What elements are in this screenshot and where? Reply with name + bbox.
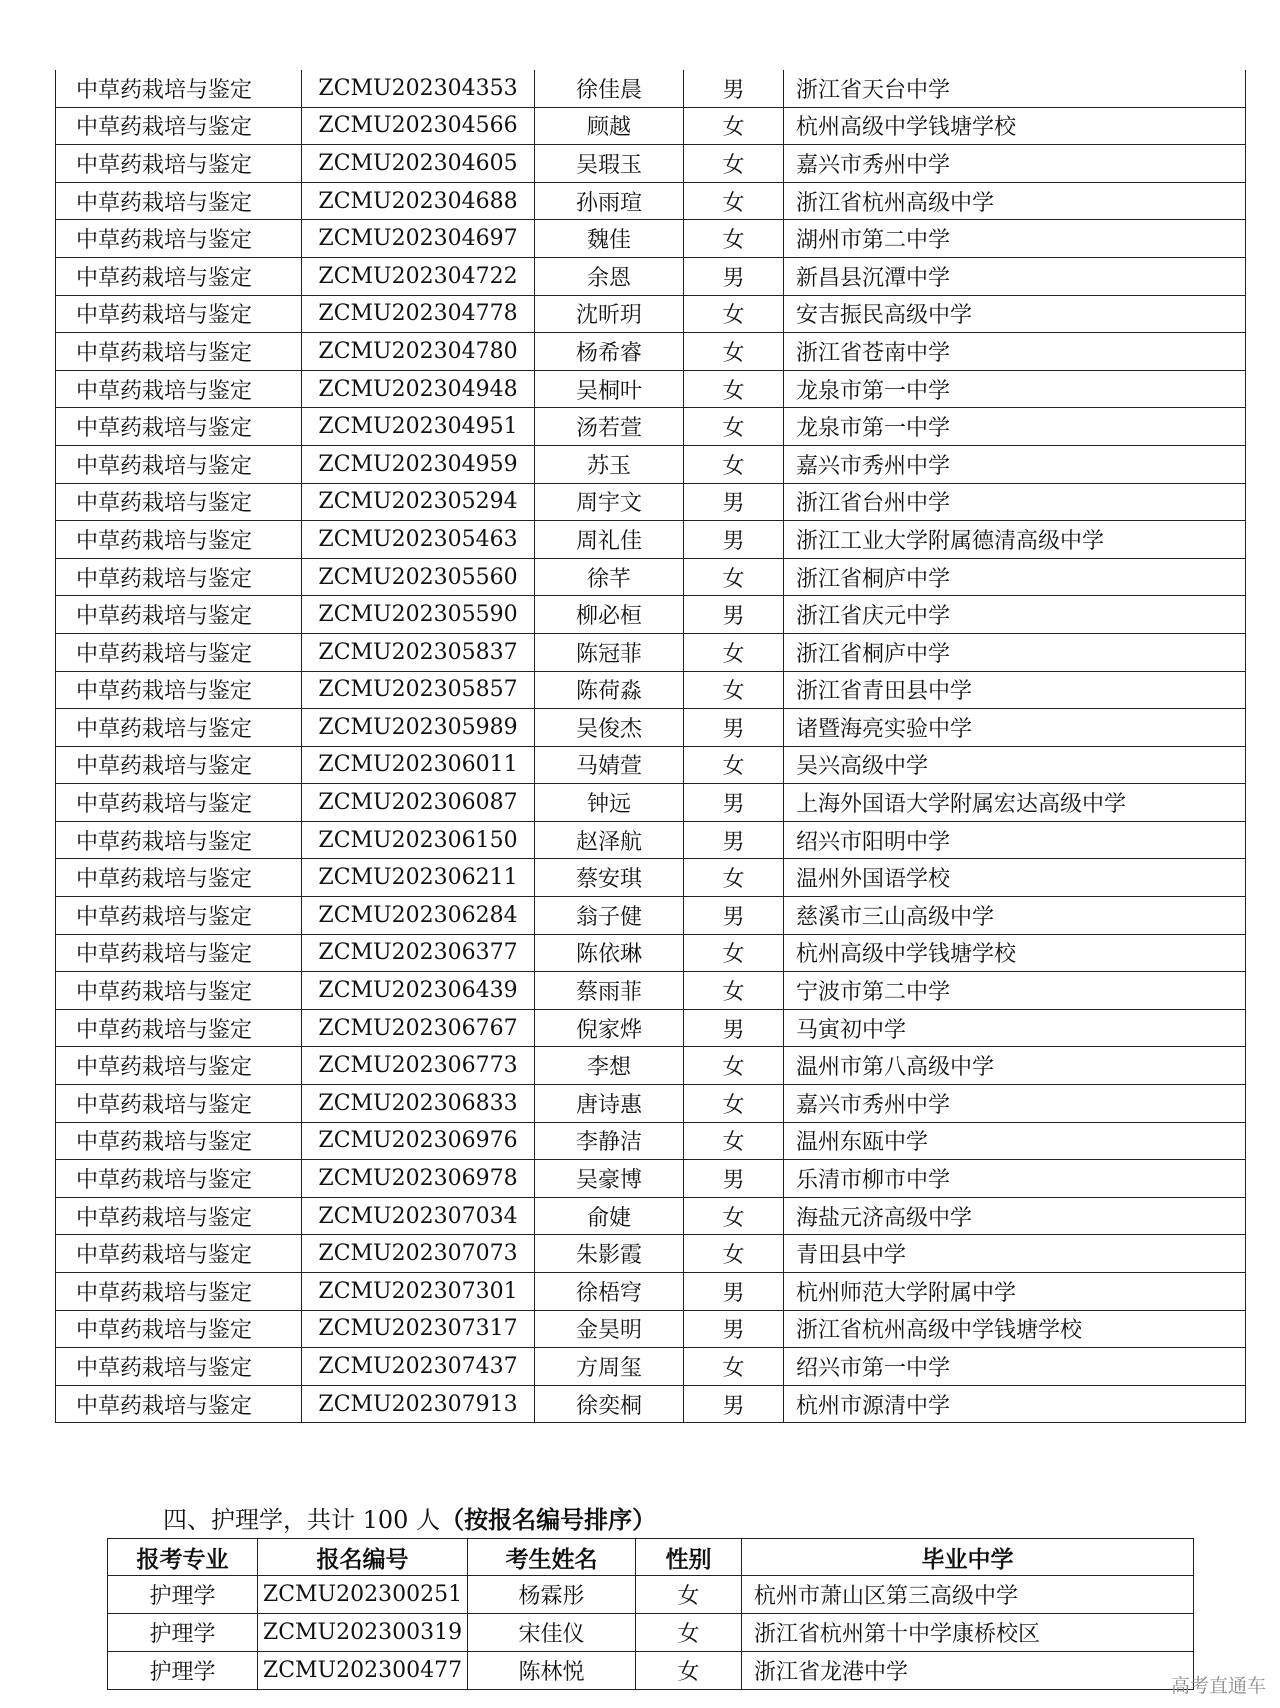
cell-student-name: 宋佳仪 xyxy=(468,1614,636,1652)
cell-major: 中草药栽培与鉴定 xyxy=(56,1273,302,1311)
cell-registration-id: ZCMU202304722 xyxy=(302,257,535,295)
cell-student-name: 杨霖彤 xyxy=(468,1576,636,1614)
cell-registration-id: ZCMU202306978 xyxy=(302,1160,535,1198)
cell-registration-id: ZCMU202305463 xyxy=(302,521,535,559)
cell-registration-id: ZCMU202306439 xyxy=(302,972,535,1010)
table-row xyxy=(56,558,1246,596)
cell-student-name: 吴豪博 xyxy=(535,1160,684,1198)
cell-high-school: 绍兴市阳明中学 xyxy=(784,821,1246,859)
cell-student-name: 苏玉 xyxy=(535,445,684,483)
table-row xyxy=(56,746,1246,784)
cell-high-school: 新昌县沉潭中学 xyxy=(784,257,1246,295)
cell-high-school: 嘉兴市秀州中学 xyxy=(784,1085,1246,1123)
cell-gender: 男 xyxy=(684,70,784,107)
cell-high-school: 乐清市柳市中学 xyxy=(784,1160,1246,1198)
table-row xyxy=(108,1652,1194,1690)
cell-gender: 女 xyxy=(684,1197,784,1235)
cell-high-school: 浙江省庆元中学 xyxy=(784,596,1246,634)
cell-major: 中草药栽培与鉴定 xyxy=(56,859,302,897)
cell-gender: 男 xyxy=(684,1310,784,1348)
table-row xyxy=(56,897,1246,935)
nursing-admission-table xyxy=(107,1538,1194,1690)
cell-registration-id: ZCMU202300477 xyxy=(258,1652,468,1690)
cell-registration-id: ZCMU202307437 xyxy=(302,1348,535,1386)
cell-registration-id: ZCMU202300251 xyxy=(258,1576,468,1614)
cell-gender: 女 xyxy=(684,972,784,1010)
cell-high-school: 杭州高级中学钱塘学校 xyxy=(784,107,1246,145)
cell-major: 中草药栽培与鉴定 xyxy=(56,257,302,295)
cell-registration-id: ZCMU202305837 xyxy=(302,633,535,671)
cell-student-name: 杨希睿 xyxy=(535,333,684,371)
table-row xyxy=(56,859,1246,897)
table-row xyxy=(56,295,1246,333)
cell-registration-id: ZCMU202304688 xyxy=(302,182,535,220)
cell-gender: 女 xyxy=(684,145,784,183)
table-row xyxy=(56,1197,1246,1235)
cell-registration-id: ZCMU202306767 xyxy=(302,1009,535,1047)
cell-major: 中草药栽培与鉴定 xyxy=(56,333,302,371)
cell-student-name: 倪家烨 xyxy=(535,1009,684,1047)
cell-high-school: 绍兴市第一中学 xyxy=(784,1348,1246,1386)
table-row xyxy=(56,1085,1246,1123)
cell-registration-id: ZCMU202304951 xyxy=(302,408,535,446)
continued-table-body xyxy=(56,70,1246,1423)
cell-high-school: 嘉兴市秀州中学 xyxy=(784,445,1246,483)
cell-student-name: 徐芊 xyxy=(535,558,684,596)
table-row xyxy=(56,220,1246,258)
table-row xyxy=(56,709,1246,747)
cell-registration-id: ZCMU202304697 xyxy=(302,220,535,258)
cell-high-school: 浙江省杭州高级中学钱塘学校 xyxy=(784,1310,1246,1348)
cell-high-school: 浙江省桐庐中学 xyxy=(784,558,1246,596)
cell-registration-id: ZCMU202300319 xyxy=(258,1614,468,1652)
cell-registration-id: ZCMU202304959 xyxy=(302,445,535,483)
cell-registration-id: ZCMU202306377 xyxy=(302,934,535,972)
cell-registration-id: ZCMU202305857 xyxy=(302,671,535,709)
table-row xyxy=(56,521,1246,559)
cell-registration-id: ZCMU202307317 xyxy=(302,1310,535,1348)
cell-student-name: 吴瑕玉 xyxy=(535,145,684,183)
section-heading-sort-note: （按报名编号排序） xyxy=(440,1505,657,1534)
cell-major: 护理学 xyxy=(108,1576,258,1614)
cell-major: 中草药栽培与鉴定 xyxy=(56,821,302,859)
cell-gender: 男 xyxy=(684,709,784,747)
cell-major: 中草药栽培与鉴定 xyxy=(56,107,302,145)
header-student-name: 考生姓名 xyxy=(468,1539,636,1576)
cell-registration-id: ZCMU202306976 xyxy=(302,1122,535,1160)
cell-student-name: 朱影霞 xyxy=(535,1235,684,1273)
cell-student-name: 周礼佳 xyxy=(535,521,684,559)
cell-high-school: 浙江省青田县中学 xyxy=(784,671,1246,709)
cell-high-school: 浙江省杭州高级中学 xyxy=(784,182,1246,220)
cell-major: 中草药栽培与鉴定 xyxy=(56,1235,302,1273)
cell-high-school: 上海外国语大学附属宏达高级中学 xyxy=(784,784,1246,822)
cell-gender: 女 xyxy=(684,333,784,371)
table-row xyxy=(56,370,1246,408)
cell-student-name: 吴桐叶 xyxy=(535,370,684,408)
cell-student-name: 李静洁 xyxy=(535,1122,684,1160)
cell-gender: 女 xyxy=(684,107,784,145)
cell-gender: 女 xyxy=(684,859,784,897)
cell-major: 中草药栽培与鉴定 xyxy=(56,182,302,220)
cell-gender: 女 xyxy=(684,408,784,446)
cell-major: 中草药栽培与鉴定 xyxy=(56,220,302,258)
cell-gender: 女 xyxy=(684,1235,784,1273)
cell-student-name: 陈荷淼 xyxy=(535,671,684,709)
cell-student-name: 周宇文 xyxy=(535,483,684,521)
table-row xyxy=(56,1310,1246,1348)
cell-student-name: 李想 xyxy=(535,1047,684,1085)
cell-student-name: 蔡雨菲 xyxy=(535,972,684,1010)
header-high-school: 毕业中学 xyxy=(742,1539,1194,1576)
cell-registration-id: ZCMU202305294 xyxy=(302,483,535,521)
nursing-header-row xyxy=(108,1539,1194,1576)
cell-high-school: 吴兴高级中学 xyxy=(784,746,1246,784)
cell-gender: 男 xyxy=(684,821,784,859)
cell-gender: 女 xyxy=(684,1348,784,1386)
cell-gender: 女 xyxy=(684,633,784,671)
table-row xyxy=(56,1385,1246,1423)
cell-high-school: 安吉振民高级中学 xyxy=(784,295,1246,333)
cell-registration-id: ZCMU202305989 xyxy=(302,709,535,747)
cell-gender: 男 xyxy=(684,1009,784,1047)
table-row xyxy=(56,70,1246,107)
continued-admission-table xyxy=(55,70,1246,1423)
table-row xyxy=(108,1614,1194,1652)
watermark-text: 高考直通车 xyxy=(1170,1675,1266,1697)
cell-high-school: 海盐元济高级中学 xyxy=(784,1197,1246,1235)
cell-student-name: 金昊明 xyxy=(535,1310,684,1348)
cell-student-name: 陈林悦 xyxy=(468,1652,636,1690)
table-row xyxy=(56,483,1246,521)
cell-major: 中草药栽培与鉴定 xyxy=(56,1047,302,1085)
cell-student-name: 柳必桓 xyxy=(535,596,684,634)
table-row xyxy=(56,821,1246,859)
table-row xyxy=(56,1047,1246,1085)
cell-student-name: 蔡安琪 xyxy=(535,859,684,897)
cell-gender: 女 xyxy=(684,220,784,258)
cell-gender: 女 xyxy=(684,1085,784,1123)
table-row xyxy=(56,671,1246,709)
cell-gender: 女 xyxy=(636,1576,742,1614)
cell-high-school: 宁波市第二中学 xyxy=(784,972,1246,1010)
cell-major: 中草药栽培与鉴定 xyxy=(56,370,302,408)
cell-registration-id: ZCMU202306211 xyxy=(302,859,535,897)
cell-major: 中草药栽培与鉴定 xyxy=(56,709,302,747)
cell-major: 中草药栽培与鉴定 xyxy=(56,633,302,671)
cell-major: 中草药栽培与鉴定 xyxy=(56,671,302,709)
cell-high-school: 温州东瓯中学 xyxy=(784,1122,1246,1160)
cell-major: 中草药栽培与鉴定 xyxy=(56,1310,302,1348)
cell-gender: 女 xyxy=(684,445,784,483)
cell-major: 中草药栽培与鉴定 xyxy=(56,295,302,333)
cell-gender: 女 xyxy=(636,1652,742,1690)
table-row xyxy=(108,1576,1194,1614)
cell-registration-id: ZCMU202305590 xyxy=(302,596,535,634)
section-heading xyxy=(163,1500,656,1535)
cell-high-school: 马寅初中学 xyxy=(784,1009,1246,1047)
cell-student-name: 陈冠菲 xyxy=(535,633,684,671)
cell-gender: 男 xyxy=(684,257,784,295)
cell-gender: 女 xyxy=(684,558,784,596)
cell-registration-id: ZCMU202304778 xyxy=(302,295,535,333)
header-gender: 性别 xyxy=(636,1539,742,1576)
header-registration-id: 报名编号 xyxy=(258,1539,468,1576)
cell-high-school: 杭州市萧山区第三高级中学 xyxy=(742,1576,1194,1614)
cell-high-school: 杭州市源清中学 xyxy=(784,1385,1246,1423)
cell-gender: 男 xyxy=(684,483,784,521)
cell-registration-id: ZCMU202304605 xyxy=(302,145,535,183)
cell-gender: 女 xyxy=(684,1047,784,1085)
cell-major: 中草药栽培与鉴定 xyxy=(56,1009,302,1047)
cell-student-name: 徐佳晨 xyxy=(535,70,684,107)
cell-student-name: 赵泽航 xyxy=(535,821,684,859)
header-major: 报考专业 xyxy=(108,1539,258,1576)
cell-registration-id: ZCMU202304566 xyxy=(302,107,535,145)
cell-registration-id: ZCMU202307034 xyxy=(302,1197,535,1235)
cell-high-school: 杭州高级中学钱塘学校 xyxy=(784,934,1246,972)
cell-student-name: 唐诗惠 xyxy=(535,1085,684,1123)
cell-registration-id: ZCMU202306011 xyxy=(302,746,535,784)
cell-registration-id: ZCMU202305560 xyxy=(302,558,535,596)
cell-student-name: 孙雨瑄 xyxy=(535,182,684,220)
table-row xyxy=(56,182,1246,220)
cell-high-school: 温州市第八高级中学 xyxy=(784,1047,1246,1085)
cell-registration-id: ZCMU202307913 xyxy=(302,1385,535,1423)
cell-student-name: 沈昕玥 xyxy=(535,295,684,333)
cell-registration-id: ZCMU202307073 xyxy=(302,1235,535,1273)
cell-student-name: 钟远 xyxy=(535,784,684,822)
cell-registration-id: ZCMU202306150 xyxy=(302,821,535,859)
cell-high-school: 青田县中学 xyxy=(784,1235,1246,1273)
cell-gender: 男 xyxy=(684,521,784,559)
cell-registration-id: ZCMU202306087 xyxy=(302,784,535,822)
table-row xyxy=(56,445,1246,483)
cell-gender: 女 xyxy=(684,182,784,220)
cell-major: 中草药栽培与鉴定 xyxy=(56,934,302,972)
cell-major: 中草药栽培与鉴定 xyxy=(56,1085,302,1123)
cell-major: 中草药栽培与鉴定 xyxy=(56,70,302,107)
table-row xyxy=(56,257,1246,295)
cell-high-school: 杭州师范大学附属中学 xyxy=(784,1273,1246,1311)
cell-major: 中草药栽培与鉴定 xyxy=(56,596,302,634)
cell-student-name: 马婧萱 xyxy=(535,746,684,784)
cell-registration-id: ZCMU202306284 xyxy=(302,897,535,935)
table-row xyxy=(56,1235,1246,1273)
cell-high-school: 龙泉市第一中学 xyxy=(784,370,1246,408)
cell-student-name: 翁子健 xyxy=(535,897,684,935)
cell-student-name: 徐奕桐 xyxy=(535,1385,684,1423)
cell-gender: 男 xyxy=(684,897,784,935)
cell-gender: 男 xyxy=(684,1273,784,1311)
cell-high-school: 湖州市第二中学 xyxy=(784,220,1246,258)
cell-gender: 女 xyxy=(684,295,784,333)
cell-high-school: 浙江省龙港中学 xyxy=(742,1652,1194,1690)
table-row xyxy=(56,408,1246,446)
cell-student-name: 徐梧穹 xyxy=(535,1273,684,1311)
cell-major: 中草药栽培与鉴定 xyxy=(56,1385,302,1423)
cell-major: 中草药栽培与鉴定 xyxy=(56,746,302,784)
cell-high-school: 诸暨海亮实验中学 xyxy=(784,709,1246,747)
cell-student-name: 余恩 xyxy=(535,257,684,295)
table-row xyxy=(56,107,1246,145)
cell-registration-id: ZCMU202306773 xyxy=(302,1047,535,1085)
table-row xyxy=(56,784,1246,822)
section-heading-main: 四、护理学，共计 100 人 xyxy=(163,1506,441,1534)
cell-gender: 男 xyxy=(684,596,784,634)
cell-major: 护理学 xyxy=(108,1614,258,1652)
cell-gender: 女 xyxy=(684,370,784,408)
cell-high-school: 浙江省台州中学 xyxy=(784,483,1246,521)
cell-major: 中草药栽培与鉴定 xyxy=(56,1160,302,1198)
table-row xyxy=(56,1273,1246,1311)
cell-major: 中草药栽培与鉴定 xyxy=(56,897,302,935)
cell-registration-id: ZCMU202304948 xyxy=(302,370,535,408)
table-row xyxy=(56,596,1246,634)
table-row xyxy=(56,934,1246,972)
table-row xyxy=(56,972,1246,1010)
cell-major: 中草药栽培与鉴定 xyxy=(56,483,302,521)
table-row xyxy=(56,1160,1246,1198)
table-row xyxy=(56,1009,1246,1047)
table-row xyxy=(56,1122,1246,1160)
cell-gender: 男 xyxy=(684,1160,784,1198)
cell-major: 中草药栽培与鉴定 xyxy=(56,521,302,559)
table-row xyxy=(56,1348,1246,1386)
cell-high-school: 慈溪市三山高级中学 xyxy=(784,897,1246,935)
cell-high-school: 浙江省桐庐中学 xyxy=(784,633,1246,671)
table-row xyxy=(56,333,1246,371)
cell-gender: 女 xyxy=(684,934,784,972)
cell-major: 中草药栽培与鉴定 xyxy=(56,1348,302,1386)
cell-high-school: 浙江工业大学附属德清高级中学 xyxy=(784,521,1246,559)
cell-student-name: 俞婕 xyxy=(535,1197,684,1235)
cell-high-school: 龙泉市第一中学 xyxy=(784,408,1246,446)
cell-gender: 女 xyxy=(684,746,784,784)
table-row xyxy=(56,633,1246,671)
cell-major: 中草药栽培与鉴定 xyxy=(56,145,302,183)
table-row xyxy=(56,145,1246,183)
cell-gender: 男 xyxy=(684,1385,784,1423)
cell-high-school: 浙江省天台中学 xyxy=(784,70,1246,107)
cell-student-name: 魏佳 xyxy=(535,220,684,258)
cell-registration-id: ZCMU202304780 xyxy=(302,333,535,371)
cell-major: 中草药栽培与鉴定 xyxy=(56,1122,302,1160)
cell-student-name: 汤若萱 xyxy=(535,408,684,446)
cell-gender: 女 xyxy=(636,1614,742,1652)
cell-major: 中草药栽培与鉴定 xyxy=(56,408,302,446)
cell-major: 中草药栽培与鉴定 xyxy=(56,784,302,822)
cell-gender: 女 xyxy=(684,1122,784,1160)
cell-registration-id: ZCMU202306833 xyxy=(302,1085,535,1123)
cell-major: 中草药栽培与鉴定 xyxy=(56,445,302,483)
cell-student-name: 陈依琳 xyxy=(535,934,684,972)
cell-major: 护理学 xyxy=(108,1652,258,1690)
cell-major: 中草药栽培与鉴定 xyxy=(56,558,302,596)
cell-high-school: 温州外国语学校 xyxy=(784,859,1246,897)
cell-high-school: 浙江省杭州第十中学康桥校区 xyxy=(742,1614,1194,1652)
cell-gender: 男 xyxy=(684,784,784,822)
cell-gender: 女 xyxy=(684,671,784,709)
cell-registration-id: ZCMU202304353 xyxy=(302,70,535,107)
cell-major: 中草药栽培与鉴定 xyxy=(56,972,302,1010)
cell-student-name: 方周玺 xyxy=(535,1348,684,1386)
cell-major: 中草药栽培与鉴定 xyxy=(56,1197,302,1235)
cell-high-school: 嘉兴市秀州中学 xyxy=(784,145,1246,183)
cell-student-name: 顾越 xyxy=(535,107,684,145)
cell-high-school: 浙江省苍南中学 xyxy=(784,333,1246,371)
nursing-table-body xyxy=(108,1576,1194,1690)
cell-registration-id: ZCMU202307301 xyxy=(302,1273,535,1311)
cell-student-name: 吴俊杰 xyxy=(535,709,684,747)
